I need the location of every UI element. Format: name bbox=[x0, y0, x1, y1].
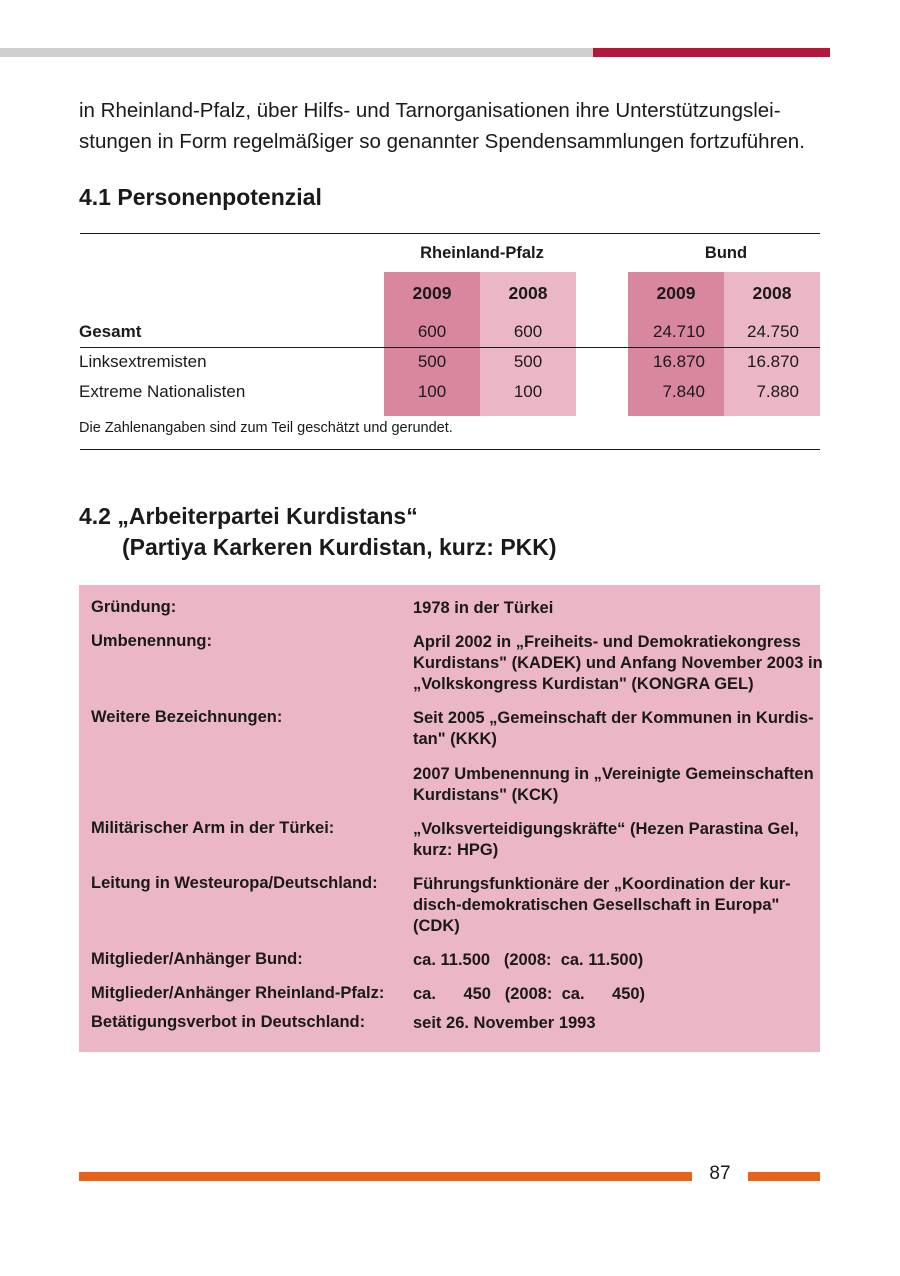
info-value-betaetigungsverbot: seit 26. November 1993 bbox=[413, 1014, 596, 1032]
info-label-weitere-bezeichnungen: Weitere Bezeichnungen: bbox=[91, 708, 283, 726]
top-decor-bar-grey bbox=[0, 48, 593, 57]
bottom-decor-bar-right bbox=[748, 1172, 820, 1181]
info-value-kck: 2007 Umbenennung in „Vereinigte Gemeinschaften Kurdistans" (KCK) bbox=[413, 765, 814, 804]
cell-links-bund-2009: 16.870 bbox=[653, 352, 705, 371]
cell-gesamt-rlp-2008: 600 bbox=[513, 322, 543, 341]
row-label-extreme-nationalisten: Extreme Nationalisten bbox=[79, 382, 246, 401]
info-label-mitglieder-bund: Mitglieder/Anhänger Bund: bbox=[91, 950, 303, 968]
table-group-bund: Bund bbox=[704, 244, 748, 262]
info-label-mitglieder-rlp: Mitglieder/Anhänger Rheinland-Pfalz: bbox=[91, 984, 385, 1002]
section-heading-4-2 bbox=[79, 501, 557, 563]
cell-nat-bund-2008: 7.880 bbox=[756, 382, 799, 401]
info-value-weitere-bezeichnungen: Seit 2005 „Gemeinschaft der Kommunen in Kurdis-tan" (KKK) bbox=[413, 709, 814, 748]
cell-links-rlp-2009: 500 bbox=[417, 352, 447, 371]
section-heading-4-1: 4.1 Personenpotenzial bbox=[79, 184, 322, 210]
section-heading-4-2-line2: (Partiya Karkeren Kurdistan, kurz: PKK) bbox=[122, 534, 557, 560]
cell-nat-bund-2009: 7.840 bbox=[662, 382, 705, 401]
table-top-rule bbox=[80, 233, 820, 234]
year-header-bund-2009: 2009 bbox=[656, 283, 696, 303]
cell-nat-rlp-2008: 100 bbox=[513, 382, 543, 401]
info-value-militaerischer-arm: „Volksverteidigungskräfte“ (Hezen Parastina Gel, kurz: HPG) bbox=[413, 820, 799, 859]
cell-gesamt-bund-2009: 24.710 bbox=[653, 322, 705, 341]
info-label-umbenennung: Umbenennung: bbox=[91, 632, 212, 650]
info-value-leitung: Führungsfunktionäre der „Koordination der kur-disch-demokratischen Gesellschaft in Europa" (CDK) bbox=[413, 875, 791, 935]
info-value-mitglieder-rlp: ca. 450 (2008: ca. 450) bbox=[413, 985, 646, 1003]
cell-links-bund-2008: 16.870 bbox=[747, 352, 799, 371]
row-label-linksextremisten: Linksextremisten bbox=[79, 352, 207, 371]
row-label-gesamt: Gesamt bbox=[79, 322, 142, 341]
section-heading-4-2-line1: 4.2 „Arbeiterpartei Kurdistans“ bbox=[79, 503, 418, 529]
table-bottom-rule bbox=[80, 449, 820, 450]
table-group-rheinland-pfalz: Rheinland-Pfalz bbox=[420, 244, 544, 262]
info-label-leitung: Leitung in Westeuropa/Deutschland: bbox=[91, 874, 378, 892]
cell-gesamt-rlp-2009: 600 bbox=[417, 322, 447, 341]
info-label-gruendung: Gründung: bbox=[91, 598, 177, 616]
info-label-betaetigungsverbot: Betätigungsverbot in Deutschland: bbox=[91, 1013, 366, 1031]
bottom-decor-bar-left bbox=[79, 1172, 692, 1181]
cell-links-rlp-2008: 500 bbox=[513, 352, 543, 371]
info-value-mitglieder-bund: ca. 11.500 (2008: ca. 11.500) bbox=[413, 951, 644, 969]
year-header-bund-2008: 2008 bbox=[752, 283, 792, 303]
intro-line-2: stungen in Form regelmäßiger so genannter Spendensammlungen fortzuführen. bbox=[79, 130, 805, 153]
intro-paragraph bbox=[79, 95, 839, 157]
cell-nat-rlp-2009: 100 bbox=[417, 382, 447, 401]
intro-line-1: in Rheinland-Pfalz, über Hilfs- und Tarnorganisationen ihre Unterstützungslei- bbox=[79, 99, 781, 122]
page-number: 87 bbox=[709, 1163, 731, 1184]
table-footnote: Die Zahlenangaben sind zum Teil geschätzt und gerundet. bbox=[79, 420, 453, 436]
table-total-rule bbox=[80, 347, 820, 348]
year-header-rlp-2008: 2008 bbox=[508, 283, 548, 303]
top-decor-bar-red bbox=[593, 48, 830, 57]
info-value-gruendung: 1978 in der Türkei bbox=[413, 599, 554, 617]
year-header-rlp-2009: 2009 bbox=[412, 283, 452, 303]
info-value-umbenennung: April 2002 in „Freiheits- und Demokratiekongress Kurdistans" (KADEK) und Anfang November 2003 in „Volkskongress Kurdistan" (KONGRA GEL) bbox=[413, 633, 823, 693]
cell-gesamt-bund-2008: 24.750 bbox=[747, 322, 799, 341]
info-label-militaerischer-arm: Militärischer Arm in der Türkei: bbox=[91, 819, 335, 837]
